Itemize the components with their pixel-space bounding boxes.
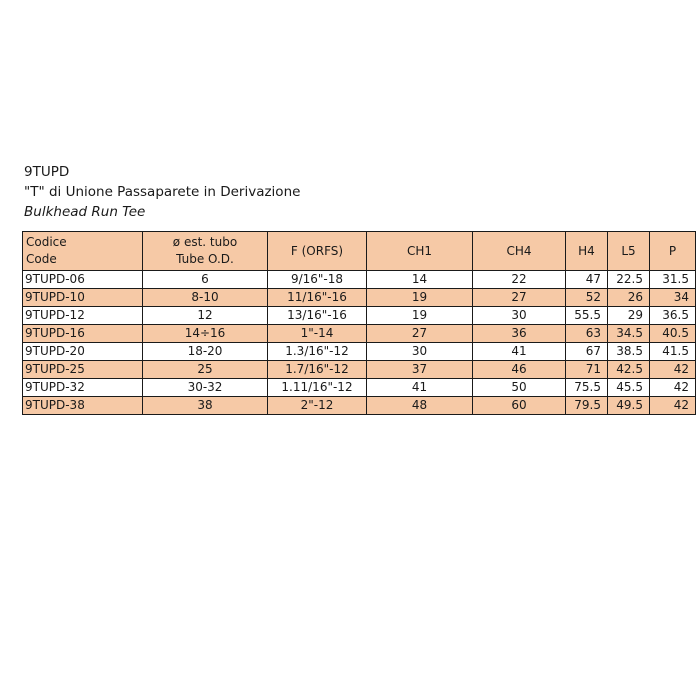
- cell-tube-od: 12: [143, 307, 268, 325]
- column-header-p: P: [650, 232, 696, 271]
- table-body: [23, 271, 696, 415]
- cell-ch4: 30: [473, 307, 566, 325]
- table-row: [23, 325, 696, 343]
- cell-ch1: 37: [367, 361, 473, 379]
- table-row: [23, 343, 696, 361]
- cell-h4: 63: [566, 325, 608, 343]
- product-code: 9TUPD: [24, 164, 70, 180]
- cell-ch4: 50: [473, 379, 566, 397]
- cell-f-orfs: 11/16"-16: [268, 289, 367, 307]
- cell-p: 42: [650, 361, 696, 379]
- cell-ch4: 46: [473, 361, 566, 379]
- table-row: [23, 289, 696, 307]
- cell-tube-od: 14÷16: [143, 325, 268, 343]
- column-header-f-orfs: F (ORFS): [268, 232, 367, 271]
- cell-ch4: 60: [473, 397, 566, 415]
- cell-tube-od: 8-10: [143, 289, 268, 307]
- cell-tube-od: 6: [143, 271, 268, 289]
- cell-f-orfs: 1.3/16"-12: [268, 343, 367, 361]
- table-header-row: [23, 232, 696, 271]
- column-header-code: Codice Code: [23, 232, 143, 271]
- column-header-h4: H4: [566, 232, 608, 271]
- cell-ch1: 27: [367, 325, 473, 343]
- cell-tube-od: 30-32: [143, 379, 268, 397]
- spec-table: [22, 231, 696, 415]
- cell-l5: 42.5: [608, 361, 650, 379]
- cell-code: 9TUPD-25: [23, 361, 143, 379]
- cell-h4: 47: [566, 271, 608, 289]
- cell-ch1: 14: [367, 271, 473, 289]
- cell-h4: 52: [566, 289, 608, 307]
- cell-f-orfs: 1.7/16"-12: [268, 361, 367, 379]
- cell-h4: 79.5: [566, 397, 608, 415]
- cell-l5: 26: [608, 289, 650, 307]
- cell-p: 42: [650, 379, 696, 397]
- cell-tube-od: 25: [143, 361, 268, 379]
- cell-l5: 38.5: [608, 343, 650, 361]
- cell-ch1: 19: [367, 307, 473, 325]
- cell-l5: 49.5: [608, 397, 650, 415]
- cell-f-orfs: 1.11/16"-12: [268, 379, 367, 397]
- column-header-l5: L5: [608, 232, 650, 271]
- product-title-english: Bulkhead Run Tee: [24, 204, 146, 220]
- cell-l5: 22.5: [608, 271, 650, 289]
- cell-ch1: 30: [367, 343, 473, 361]
- cell-p: 40.5: [650, 325, 696, 343]
- cell-f-orfs: 1"-14: [268, 325, 367, 343]
- cell-f-orfs: 2"-12: [268, 397, 367, 415]
- cell-code: 9TUPD-06: [23, 271, 143, 289]
- cell-tube-od: 18-20: [143, 343, 268, 361]
- cell-p: 34: [650, 289, 696, 307]
- table-row: [23, 361, 696, 379]
- product-title-italian: "T" di Unione Passaparete in Derivazione: [24, 184, 301, 200]
- cell-h4: 67: [566, 343, 608, 361]
- product-header: [24, 162, 300, 222]
- cell-ch1: 48: [367, 397, 473, 415]
- column-header-tube-od: ø est. tubo Tube O.D.: [143, 232, 268, 271]
- cell-code: 9TUPD-20: [23, 343, 143, 361]
- cell-l5: 45.5: [608, 379, 650, 397]
- cell-h4: 71: [566, 361, 608, 379]
- cell-p: 36.5: [650, 307, 696, 325]
- cell-p: 31.5: [650, 271, 696, 289]
- cell-ch4: 27: [473, 289, 566, 307]
- cell-h4: 55.5: [566, 307, 608, 325]
- cell-h4: 75.5: [566, 379, 608, 397]
- cell-ch1: 19: [367, 289, 473, 307]
- table-row: [23, 307, 696, 325]
- cell-code: 9TUPD-38: [23, 397, 143, 415]
- cell-ch4: 22: [473, 271, 566, 289]
- column-header-ch4: CH4: [473, 232, 566, 271]
- cell-p: 41.5: [650, 343, 696, 361]
- table-row: [23, 271, 696, 289]
- cell-ch4: 41: [473, 343, 566, 361]
- cell-ch1: 41: [367, 379, 473, 397]
- cell-code: 9TUPD-10: [23, 289, 143, 307]
- table-row: [23, 397, 696, 415]
- cell-code: 9TUPD-32: [23, 379, 143, 397]
- table-row: [23, 379, 696, 397]
- cell-l5: 34.5: [608, 325, 650, 343]
- cell-l5: 29: [608, 307, 650, 325]
- cell-ch4: 36: [473, 325, 566, 343]
- cell-code: 9TUPD-16: [23, 325, 143, 343]
- cell-f-orfs: 13/16"-16: [268, 307, 367, 325]
- cell-code: 9TUPD-12: [23, 307, 143, 325]
- cell-f-orfs: 9/16"-18: [268, 271, 367, 289]
- column-header-ch1: CH1: [367, 232, 473, 271]
- cell-tube-od: 38: [143, 397, 268, 415]
- cell-p: 42: [650, 397, 696, 415]
